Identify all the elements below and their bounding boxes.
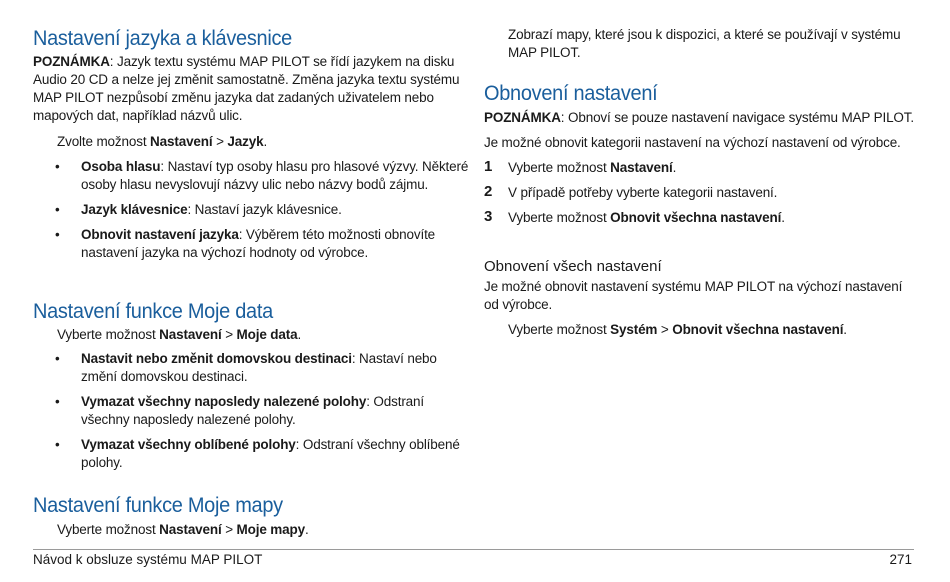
step-item (484, 159, 914, 177)
list-item (33, 201, 473, 219)
section-title: Nastavení funkce Moje mapy (33, 494, 283, 517)
step-text: Vyberte možnost (508, 160, 611, 175)
section-language-keyboard (33, 26, 473, 269)
step-text: V případě potřeby vyberte kategorii nastavení. (508, 185, 778, 200)
option-list (33, 158, 473, 262)
option-name: Obnovit nastavení jazyka (81, 227, 239, 242)
step-number: 2 (484, 183, 493, 200)
body-paragraph: Je možné obnovit nastavení systému MAP PILOT na výchozí nastavení od výrobce. (484, 279, 903, 312)
option-name: Vymazat všechny naposledy nalezené polohy (81, 394, 367, 409)
option-description: : Odstraní všechny naposledy nalezené polohy. (81, 394, 424, 427)
option-name: Nastavit nebo změnit domovskou destinaci (81, 351, 352, 366)
step-text: Vyberte možnost (508, 210, 611, 225)
menu-path (33, 326, 473, 344)
menu-path (484, 321, 914, 339)
menu-path-prefix: Vyberte možnost (57, 522, 160, 537)
list-item (33, 158, 473, 194)
note-text: : Obnoví se pouze nastavení navigace systému MAP PILOT. (560, 110, 914, 125)
step-item (484, 209, 914, 227)
option-description: : Výběrem této možnosti obnovíte nastavení jazyka na výchozí hodnoty od výrobce. (81, 227, 436, 260)
menu-path (33, 133, 473, 151)
note-text: : Jazyk textu systému MAP PILOT se řídí jazykem na disku Audio 20 CD a nelze jej změnit samostatně. Změna jazyka textu systému MAP PILOT nezpůsobí změnu jazyka dat zadaných uživatelem nebo mapových dat, například názvů ulic. (33, 54, 460, 123)
menu-path-separator: > (657, 322, 673, 337)
footer-divider (33, 549, 914, 550)
footer-document-title: Návod k obsluze systému MAP PILOT (33, 552, 263, 567)
note-label: POZNÁMKA (484, 110, 561, 125)
list-item (33, 226, 473, 262)
step-list (484, 159, 914, 227)
menu-path-item: Nastavení (159, 522, 222, 537)
list-item (33, 436, 473, 472)
page-number: 271 (889, 552, 912, 567)
bullet-icon: • (55, 227, 60, 242)
step-item (484, 184, 914, 202)
bullet-icon: • (55, 202, 60, 217)
menu-path-item: Jazyk (227, 134, 264, 149)
section-my-maps (33, 493, 473, 539)
menu-path (33, 521, 473, 539)
option-description: : Nastaví nebo změní domovskou destinaci. (81, 351, 437, 384)
option-list (33, 350, 473, 472)
subsection-title: Obnovení všech nastavení (484, 258, 662, 275)
menu-path-separator: > (221, 522, 237, 537)
option-name: Vymazat všechny oblíbené polohy (81, 437, 296, 452)
section-title: Obnovení nastavení (484, 82, 658, 105)
step-number: 1 (484, 158, 493, 175)
step-bold: Obnovit všechna nastavení (610, 210, 782, 225)
note-paragraph (33, 53, 473, 125)
option-description: : Odstraní všechny oblíbené polohy. (81, 437, 460, 470)
bullet-icon: • (55, 437, 60, 452)
note-paragraph (484, 109, 914, 127)
option-description: : Nastaví typ osoby hlasu pro hlasové výzvy. Některé osoby hlasu nevyslovují názvy ulic nebo názvy bodů zájmu. (81, 159, 469, 192)
menu-path-item: Obnovit všechna nastavení (672, 322, 844, 337)
step-end: . (781, 210, 785, 225)
note-label: POZNÁMKA (33, 54, 110, 69)
menu-path-item: Nastavení (159, 327, 222, 342)
menu-path-prefix: Vyberte možnost (508, 322, 611, 337)
step-end: . (672, 160, 677, 175)
menu-path-end: . (297, 327, 302, 342)
section-reset-settings (484, 81, 914, 234)
bullet-icon: • (55, 351, 60, 366)
section-title: Nastavení funkce Moje data (33, 300, 273, 323)
menu-path-prefix: Vyberte možnost (57, 327, 160, 342)
menu-path-item: Nastavení (150, 134, 213, 149)
option-name: Osoba hlasu (81, 159, 161, 174)
menu-path-end: . (304, 522, 309, 537)
section-title: Nastavení jazyka a klávesnice (33, 27, 292, 50)
menu-path-item: Moje data (236, 327, 298, 342)
section-my-data (33, 299, 473, 479)
menu-path-separator: > (212, 134, 228, 149)
body-paragraph: Je možné obnovit kategorii nastavení na výchozí nastavení od výrobce. (484, 135, 901, 150)
menu-path-separator: > (221, 327, 237, 342)
menu-path-end: . (263, 134, 268, 149)
step-number: 3 (484, 208, 493, 225)
option-description: : Nastaví jazyk klávesnice. (187, 202, 342, 217)
bullet-icon: • (55, 159, 60, 174)
intro-paragraph: Zobrazí mapy, které jsou k dispozici, a které se používají v systému MAP PILOT. (508, 27, 901, 60)
menu-path-item: Systém (610, 322, 658, 337)
list-item (33, 393, 473, 429)
menu-path-end: . (843, 322, 847, 337)
menu-path-prefix: Zvolte možnost (57, 134, 151, 149)
section-reset-all (484, 257, 914, 339)
menu-path-item: Moje mapy (236, 522, 305, 537)
step-bold: Nastavení (610, 160, 673, 175)
option-name: Jazyk klávesnice (81, 202, 188, 217)
list-item (33, 350, 473, 386)
bullet-icon: • (55, 394, 60, 409)
